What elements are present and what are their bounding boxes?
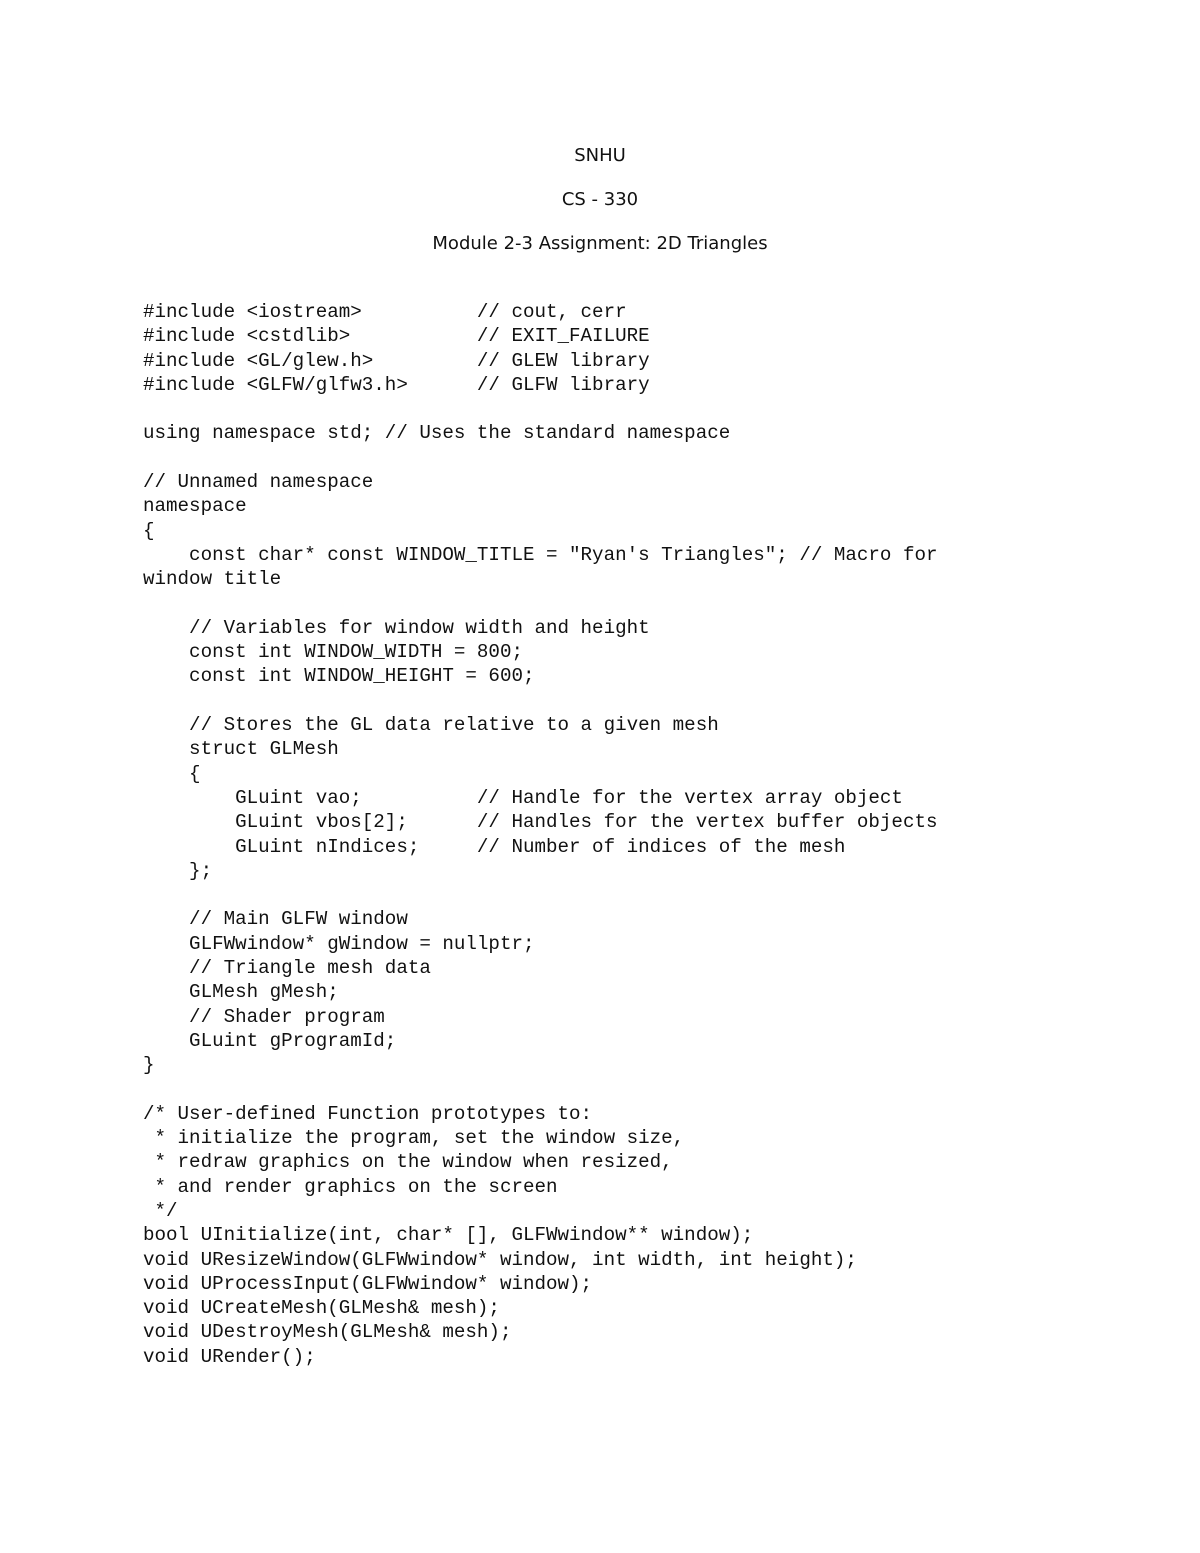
code-line: void UResizeWindow(GLFWwindow* window, int width, int height); [143,1248,857,1271]
code-line: GLuint vbos[2]; // Handles for the vertex buffer objects [143,811,938,834]
code-line: GLFWwindow* gWindow = nullptr; [143,932,535,955]
code-line [143,883,938,907]
code-line: GLMesh gMesh; [143,981,339,1004]
code-line: // Unnamed namespace [143,471,374,494]
code-line [143,397,938,421]
code-line: #include <GL/glew.h> // GLEW library [143,349,650,372]
code-line: // Triangle mesh data [143,957,431,980]
code-line: * and render graphics on the screen [143,1175,558,1198]
code-line: const int WINDOW_HEIGHT = 600; [143,665,535,688]
code-line: GLuint vao; // Handle for the vertex array object [143,786,903,809]
code-line: { [143,519,155,542]
code-line: const char* const WINDOW_TITLE = "Ryan's Triangles"; // Macro for [143,543,938,566]
assignment-title: Module 2-3 Assignment: 2D Triangles [432,233,768,254]
code-line: } [143,1054,155,1077]
code-line [143,689,938,713]
code-line [143,1078,938,1102]
code-line: void UProcessInput(GLFWwindow* window); [143,1272,593,1295]
code-line: }; [143,859,213,882]
code-line: * redraw graphics on the window when resized, [143,1151,673,1174]
code-line: using namespace std; // Uses the standard namespace [143,422,731,445]
code-line: void URender(); [143,1345,316,1368]
code-line: * initialize the program, set the window size, [143,1127,685,1150]
code-line: void UCreateMesh(GLMesh& mesh); [143,1297,500,1320]
code-line: /* User-defined Function prototypes to: [143,1102,593,1125]
document-header [0,141,1200,273]
code-line: // Variables for window width and height [143,616,650,639]
code-listing [143,300,938,1369]
code-line: { [143,762,201,785]
institution-name: SNHU [574,145,626,166]
code-line: */ [143,1199,178,1222]
code-line: bool UInitialize(int, char* [], GLFWwindow** window); [143,1224,754,1247]
code-line: #include <GLFW/glfw3.h> // GLFW library [143,373,650,396]
code-line [143,446,938,470]
code-line: GLuint gProgramId; [143,1029,397,1052]
code-line: #include <cstdlib> // EXIT_FAILURE [143,325,650,348]
code-line: window title [143,568,282,591]
code-line: // Stores the GL data relative to a given mesh [143,714,719,737]
code-line: struct GLMesh [143,738,339,761]
code-line: void UDestroyMesh(GLMesh& mesh); [143,1321,512,1344]
code-line: #include <iostream> // cout, cerr [143,301,627,323]
code-line: GLuint nIndices; // Number of indices of the mesh [143,835,846,858]
code-line [143,592,938,616]
code-line: // Shader program [143,1005,385,1028]
code-line: namespace [143,495,247,518]
code-line: // Main GLFW window [143,908,408,931]
course-code: CS - 330 [561,189,639,210]
code-line: const int WINDOW_WIDTH = 800; [143,641,523,664]
